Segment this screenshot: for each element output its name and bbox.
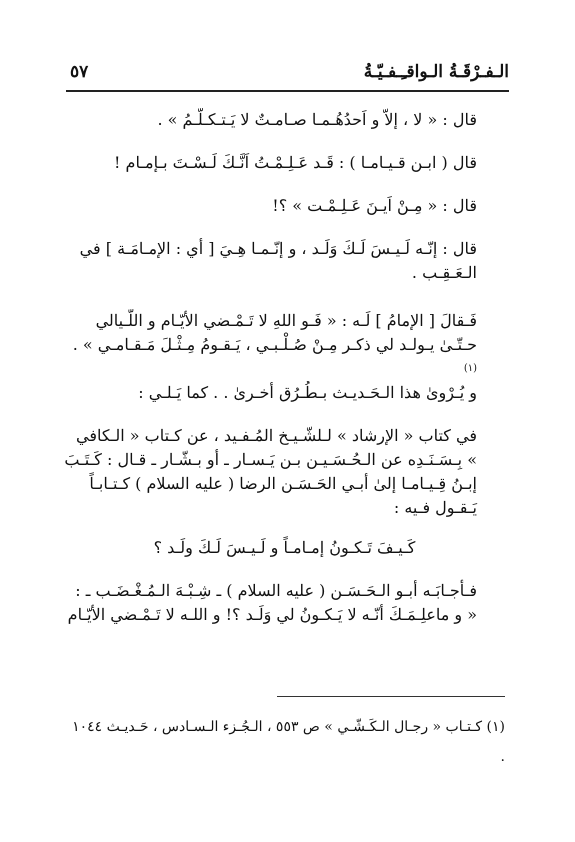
footnote-ref: (١)	[463, 363, 477, 374]
paragraph-4: قال : إنّـه لَـيـسَ لَـكَ وَلَـد ، و إنّـمـا هِـيَ [ أي : الإمـامَـة ] في الـعَـقِـب .	[79, 239, 477, 282]
paragraph-7: في كتاب « الإرشاد » لـلشّـيـخ المُـفـيد ، عن كـتاب « الـكافي » بِـسَـنَـدِه عن الـحُـسَـيـن بـن يَـسـار ـ أو بـشّـار ـ قـال : كَـتَـبَ إبـنُ قِـيـامـا إلىٰ أبـي الحَـسَـن الرضا ( عليه السلام ) كـتـابـاً يَـقـول فـيه :	[64, 426, 477, 517]
body-text	[64, 108, 505, 651]
running-title: الـفـرْقَـةُ الـواقـِـفـيّـةُ	[363, 62, 509, 82]
footnote: (١) كـتـاب « رجـال الـكَـشّـي » ص ٥٥٣ ، الـجُـزء الـسـادس ، حَـديـث ١٠٤٤ .	[72, 719, 505, 765]
running-header	[66, 58, 509, 92]
paragraph-6: و يُـرْوىٰ هذا الـحَـديـث بـطُـرُق أخـرىٰ . . كما يَـلـي :	[138, 383, 477, 402]
paragraph-5	[64, 309, 505, 381]
footnote-rule	[277, 696, 505, 697]
paragraph-5-text: فَـقالَ [ الإمامُ ] لَـه : « فَـو اللهِ لا تَـمْـضي الأيّـام و اللّـيالي حـتّـىٰ يـولـد لي ذكـر مِـنْ صُـلْـبـي ، يَـقـومُ مِـثْـلَ مَـقـامـي » .	[72, 311, 477, 354]
page-number: ٥٧	[70, 62, 89, 82]
paragraph-8: كَـيـفَ تَـكـونُ إمـامـاً و لَـيـسَ لَـكَ ولَـد ؟	[153, 538, 416, 557]
header-rule	[66, 90, 509, 92]
paragraph-2: قال ( ابـن قـيـامـا ) : قَـد عَـلِـمْـتُ اَنَّـكَ لَـسْـتَ بـإمـام !	[114, 153, 477, 172]
paragraph-9: فـأجـابَـه أبـو الـحَـسَـن ( عليه السلام ) ـ شِـبْـهَ الـمُـغْـضَـب ـ : « و ماعلِـمَـكَ أنّـه لا يَـكـونُ لي وَلَـد ؟! و اللـه لا تَـمْـضي الأيّـام	[67, 581, 477, 624]
paragraph-1: قال : « لا ، إلاّ و اَحدُهُـمـا صـامـتٌ لا يَـتـكـلّـمُ » .	[157, 110, 477, 129]
paragraph-3: قال : « مِـنْ اَيـنَ عَـلِـمْـت » ؟!	[272, 196, 477, 215]
